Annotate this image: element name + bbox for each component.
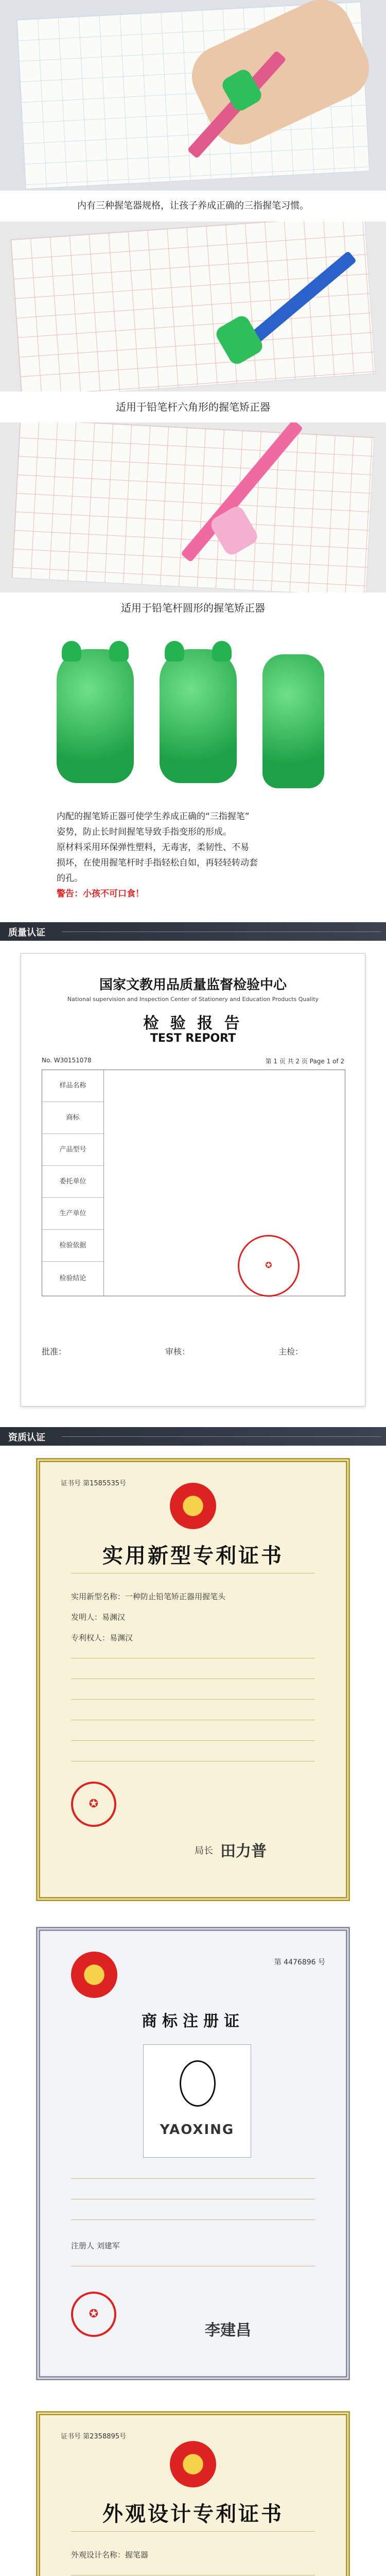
report-no: No. W30151078: [42, 1057, 92, 1064]
desc-line-4: 损坏，在使用握笔杆时手指轻松自如，再轻轻转动套: [57, 858, 258, 868]
report-table: [42, 1070, 345, 1296]
grip-product-round: [262, 654, 324, 788]
national-emblem-icon: [170, 1483, 216, 1529]
sig-sign: 主检：: [278, 1347, 304, 1357]
report-title-en: TEST REPORT: [150, 1032, 236, 1045]
notebook-paper: [10, 222, 376, 392]
cert-signature: 田力普: [220, 1842, 267, 1860]
report-org: 国家文教用品质量监督检验中心: [99, 977, 287, 993]
photo-hand-writing: [0, 0, 386, 191]
field-label: 产品型号: [42, 1134, 103, 1166]
cert-director-label: 局长: [195, 1845, 213, 1856]
field-label: 生产单位: [42, 1198, 103, 1230]
cert-title: 外观设计专利证书: [102, 2502, 284, 2526]
sig-approve: 批准：: [42, 1347, 67, 1357]
caption-1: 内有三种握笔器规格，让孩子养成正确的三指握笔习惯。: [0, 191, 386, 222]
red-seal-icon: ✪: [71, 1782, 116, 1827]
section-header-certs: [0, 1427, 386, 1446]
section-title: 资质认证: [8, 1432, 45, 1443]
trademark-certificate: [36, 1927, 350, 2380]
desc-line-3: 原材料采用环保弹性塑料，无毒害，柔韧性、不易: [57, 842, 249, 853]
photo-round-grip: [0, 422, 386, 592]
caption-2: 适用于铅笔杆六角形的握笔矫正器: [0, 392, 386, 422]
cert-owner: 专利权人：易渊汉: [71, 1633, 133, 1642]
field-label: 检验结论: [59, 1275, 86, 1282]
warning-text: 警告：小孩不可口食！: [57, 889, 144, 899]
red-seal-icon: ✪: [71, 2292, 116, 2337]
brand-name: YAOXING: [160, 2122, 235, 2138]
sig-review: 审核：: [165, 1347, 190, 1357]
cert-title: 实用新型专利证书: [102, 1544, 284, 1568]
report-title: 检 验 报 告: [143, 1014, 243, 1032]
cert-number: 第 4476896 号: [274, 1958, 325, 1967]
cert-number: 证书号 第1585535号: [61, 1480, 127, 1487]
national-emblem-icon: [170, 2441, 216, 2487]
field-label: 委托单位: [42, 1166, 103, 1198]
field-label: 样品名称: [42, 1070, 103, 1102]
report-org-en: National supervision and Inspection Center of Stationery and Education Products Quality: [67, 996, 319, 1003]
grip-product-cat-2: [160, 649, 237, 783]
cert-owner: 注册人 刘建军: [71, 2241, 120, 2250]
cert-signature: 李建昌: [205, 2321, 251, 2340]
notebook-paper: [11, 422, 374, 592]
grip-product-cat: [57, 649, 134, 783]
utility-patent-certificate: [36, 1458, 350, 1901]
test-report-document: [21, 953, 365, 1406]
report-page: 第 1 页 共 2 页 Page 1 of 2: [265, 1058, 344, 1065]
cert-number: 证书号 第2358895号: [61, 2433, 127, 2441]
cert-name: 实用新型名称：一种防止铅笔矫正器用握笔头: [71, 1592, 226, 1601]
trademark-logo: [143, 2044, 251, 2158]
field-label: 检验依据: [42, 1230, 103, 1262]
red-stamp: ✪: [238, 1235, 300, 1297]
section-header-quality: [0, 922, 386, 941]
logo-face-icon: [180, 2060, 216, 2107]
cert-inventor: 发明人：易渊汉: [71, 1613, 126, 1622]
desc-line-5: 的孔。: [57, 873, 83, 884]
cert-title: 商标注册证: [142, 2012, 244, 2030]
caption-3: 适用于铅笔杆圆形的握笔矫正器: [0, 592, 386, 623]
field-column: [42, 1070, 104, 1296]
cert-name: 外观设计名称：握笔器: [71, 2550, 149, 2560]
desc-line-2: 姿势，防止长时间握笔导致手指变形的形成。: [57, 827, 232, 837]
desc-line-1: 内配的握笔矫正器可使学生养成正确的“三指握笔”: [57, 811, 250, 822]
product-description: [57, 809, 345, 902]
section-title: 质量认证: [8, 927, 45, 938]
national-emblem-icon: [71, 1952, 117, 1998]
products-row: [0, 623, 386, 799]
field-label: 商标: [42, 1102, 103, 1134]
photo-hexagon-grip: [0, 222, 386, 392]
design-patent-certificate: [36, 2411, 350, 2576]
